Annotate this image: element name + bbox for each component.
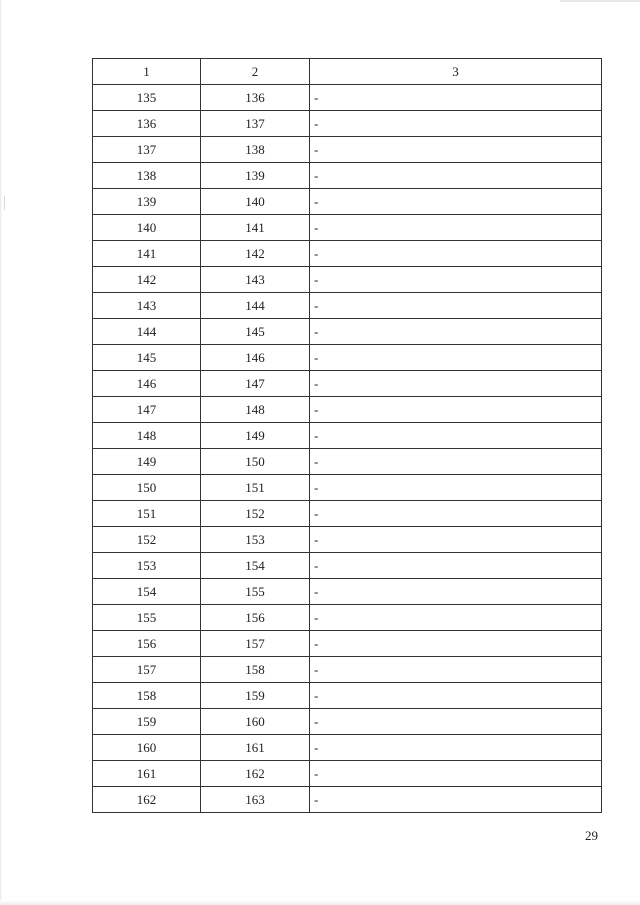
table-row [93,449,602,475]
table-cell-col-1: 158 [93,683,201,709]
table-cell-col-1: 151 [93,501,201,527]
table-cell-col-3: - [310,163,602,189]
table-row [93,735,602,761]
table-cell-col-3: - [310,397,602,423]
table-cell-col-1: 152 [93,527,201,553]
table-row [93,423,602,449]
page-edge-bottom [0,900,640,905]
table-row [93,605,602,631]
table-body [93,59,602,813]
table-cell-col-1: 139 [93,189,201,215]
table-cell-col-2: 149 [201,423,310,449]
table-cell-col-1: 156 [93,631,201,657]
table-cell-col-1: 147 [93,397,201,423]
table-cell-col-2: 159 [201,683,310,709]
table-cell-col-2: 137 [201,111,310,137]
table-cell-col-1: 149 [93,449,201,475]
table-cell-col-3: - [310,657,602,683]
page-number: 29 [585,828,598,843]
table-cell-col-3: - [310,137,602,163]
table-row [93,579,602,605]
table-cell-col-3: - [310,371,602,397]
table-cell-col-1: 144 [93,319,201,345]
table-cell-col-2: 139 [201,163,310,189]
table-cell-col-2: 142 [201,241,310,267]
table-cell-col-3: - [310,475,602,501]
table-row [93,345,602,371]
table-cell-col-1: 135 [93,85,201,111]
table-cell-col-2: 155 [201,579,310,605]
table-cell-col-1: 160 [93,735,201,761]
table-cell-col-2: 148 [201,397,310,423]
table-cell-col-3: - [310,215,602,241]
table-cell-col-3: - [310,579,602,605]
table-cell-col-2: 152 [201,501,310,527]
table-cell-col-1: 157 [93,657,201,683]
table-row [93,137,602,163]
table-cell-col-3: - [310,293,602,319]
table-row [93,553,602,579]
table-cell-col-3: - [310,761,602,787]
document-table [92,58,602,813]
table-cell-col-1: 148 [93,423,201,449]
table-cell-col-2: 158 [201,657,310,683]
table-cell-col-1: 155 [93,605,201,631]
table-cell-col-3: - [310,631,602,657]
table-cell-col-3: - [310,501,602,527]
table-cell-col-2: 151 [201,475,310,501]
table-cell-col-3: - [310,709,602,735]
table-cell-col-3: - [310,735,602,761]
header-cell-col-2: 2 [201,59,310,85]
table-row [93,319,602,345]
table-cell-col-2: 147 [201,371,310,397]
table-cell-col-1: 140 [93,215,201,241]
table-row [93,371,602,397]
table-cell-col-2: 156 [201,605,310,631]
scan-mark [4,196,5,210]
table-row [93,657,602,683]
table-cell-col-3: - [310,85,602,111]
table-row [93,267,602,293]
table-cell-col-2: 154 [201,553,310,579]
table-cell-col-2: 141 [201,215,310,241]
table-row [93,293,602,319]
table-cell-col-1: 136 [93,111,201,137]
table-cell-col-2: 143 [201,267,310,293]
table-cell-col-1: 150 [93,475,201,501]
table-cell-col-3: - [310,787,602,813]
table-cell-col-3: - [310,319,602,345]
table-cell-col-1: 141 [93,241,201,267]
header-cell-col-1: 1 [93,59,201,85]
table-cell-col-2: 157 [201,631,310,657]
table-cell-col-1: 159 [93,709,201,735]
table-cell-col-2: 150 [201,449,310,475]
table-cell-col-2: 153 [201,527,310,553]
table-cell-col-2: 160 [201,709,310,735]
table-cell-col-1: 137 [93,137,201,163]
table-cell-col-1: 146 [93,371,201,397]
table-row [93,241,602,267]
table-cell-col-3: - [310,111,602,137]
table-row [93,163,602,189]
table-cell-col-1: 153 [93,553,201,579]
table-row [93,631,602,657]
table-cell-col-2: 144 [201,293,310,319]
table-cell-col-2: 140 [201,189,310,215]
table-cell-col-2: 136 [201,85,310,111]
table-row [93,189,602,215]
table-cell-col-1: 143 [93,293,201,319]
table-cell-col-3: - [310,345,602,371]
header-cell-col-3: 3 [310,59,602,85]
table-cell-col-3: - [310,605,602,631]
table-cell-col-2: 162 [201,761,310,787]
table-cell-col-3: - [310,241,602,267]
page-edge-top [560,0,640,2]
table-cell-col-1: 154 [93,579,201,605]
table-cell-col-3: - [310,553,602,579]
table-row [93,761,602,787]
table-row [93,215,602,241]
table-cell-col-3: - [310,423,602,449]
table-row [93,85,602,111]
table-cell-col-2: 138 [201,137,310,163]
table-row [93,527,602,553]
table-row [93,397,602,423]
table-row [93,683,602,709]
table-cell-col-2: 161 [201,735,310,761]
table-cell-col-1: 161 [93,761,201,787]
table-cell-col-1: 162 [93,787,201,813]
table-cell-col-1: 138 [93,163,201,189]
table-row [93,475,602,501]
table-row [93,501,602,527]
table-cell-col-2: 163 [201,787,310,813]
table-cell-col-3: - [310,267,602,293]
table-header-row [93,59,602,85]
page-edge-left [0,0,2,905]
table-cell-col-2: 146 [201,345,310,371]
table-row [93,787,602,813]
table-cell-col-3: - [310,683,602,709]
table-cell-col-3: - [310,449,602,475]
table-cell-col-3: - [310,527,602,553]
table-cell-col-3: - [310,189,602,215]
table-cell-col-1: 145 [93,345,201,371]
table-row [93,709,602,735]
table-row [93,111,602,137]
table-cell-col-1: 142 [93,267,201,293]
table-cell-col-2: 145 [201,319,310,345]
